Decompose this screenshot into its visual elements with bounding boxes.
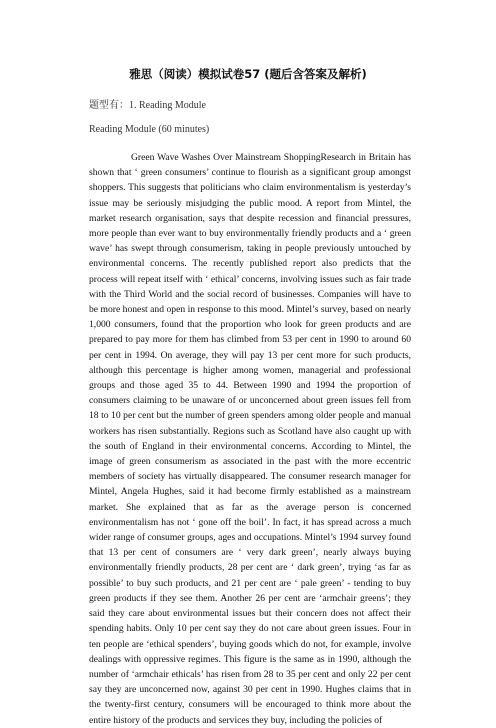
- question-type-line: 题型有：1. Reading Module: [89, 100, 206, 111]
- section-heading: Reading Module (60 minutes): [89, 124, 210, 135]
- passage-text: Green Wave Washes Over Mainstream ShoppingResearch in Britain has shown that ‘ green consumers’ continue to flourish as a significant group amongst shoppers. This suggests that politicians who claim environmentalism is yesterday’s issue may be seriously misjudging the public mood. A report from Mintel, the market research organisation, says that despite recession and financial pressures, more people than ever want to buy environmentally friendly products and a ‘ green wave’ has swept through consumerism, taking in people previously untouched by environmental concerns. The recently published report also predicts that the process will repeat itself with ‘ ethical’ concerns, involving issues such as fair trade with the Third World and the social record of businesses. Companies will have to be more honest and open in response to this mood. Mintel’s survey, based on nearly 1,000 consumers, found that the proportion who look for green products and are prepared to pay more for them has climbed from 53 per cent in 1990 to around 60 per cent in 1994. On average, they will pay 13 per cent more for such products, although this percentage is higher among women, managerial and professional groups and those aged 35 to 44. Between 1990 and 1994 the proportion of consumers claiming to be unaware of or unconcerned about green issues fell from 18 to 10 per cent but the number of green spenders among older people and manual workers has risen substantially. Regions such as Scotland have also caught up with the south of England in their environmental concerns. According to Mintel, the image of green consumerism as associated in the past with the more eccentric members of society has virtually disappeared. The consumer research manager for Mintel, Angela Hughes, said it had become firmly established as a mainstream market. She explained that as far as the average person is concerned environmentalism has not ‘ gone off the boil’. In fact, it has spread across a much wider range of consumer groups, ages and occupations. Mintel’s 1994 survey found that 13 per cent of consumers are ‘ very dark green’, nearly always buying environmentally friendly products, 28 per cent are ‘ dark green’, trying ‘as far as possible’ to buy such products, and 21 per cent are ‘ pale green’ - tending to buy green products if they see them. Another 26 per cent are ‘armchair greens’; they said they care about environmental issues but their concern does not affect their spending habits. Only 10 per cent say they do not care about green issues. Four in ten people are ‘ethical spenders’, buying goods which do not, for example, involve dealings with oppressive regimes. This figure is the same as in 1990, although the number of ‘armchair ethicals’ has risen from 28 to 35 per cent and only 22 per cent say they are unconcerned now, against 30 per cent in 1990. Hughes claims that in the twenty-first century, consumers will be encouraged to think more about the entire history of the products and services they buy, including the policies of: [89, 152, 411, 726]
- document-title: 雅思（阅读）模拟试卷57 (题后含答案及解析): [129, 67, 367, 81]
